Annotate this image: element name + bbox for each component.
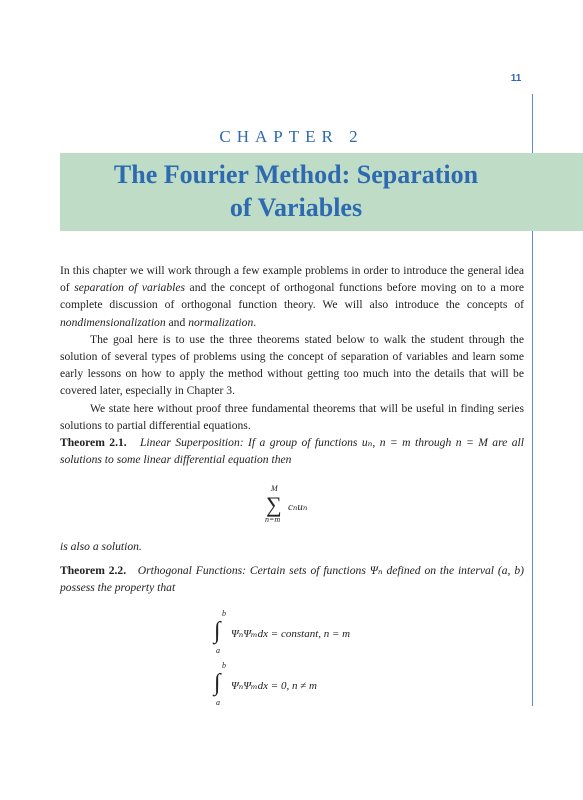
body-text — [60, 262, 524, 434]
theorem-label: Theorem 2.2. — [60, 564, 127, 577]
chapter-title-line1: The Fourier Method: Separation — [113, 160, 479, 189]
theorem-body: Linear Superposition: If a group of functions uₙ, n = m through n = M are all solutions to some linear differential equation then — [60, 436, 524, 467]
integral-symbol: ∫ — [214, 618, 221, 644]
goal-paragraph: The goal here is to use the three theorems stated below to walk the student through the solution of several types of problems using the concept of separation of variables and learn some early lessons on how to apply the method without getting too much into the details that will be covered later, especially in Chapter 3. — [60, 332, 524, 398]
sum-term: cₙuₙ — [288, 501, 308, 513]
chapter-title-line2: of Variables — [229, 193, 363, 222]
chapter-label: CHAPTER 2 — [219, 127, 364, 146]
integral-expression: ΨₙΨₘdx = 0, n ≠ m — [231, 680, 317, 692]
sum-upper-limit: M — [271, 484, 278, 493]
theorem-2-2 — [60, 562, 524, 596]
intro-paragraph — [60, 262, 524, 331]
emphasis: separation of variables — [74, 281, 186, 295]
chapter-title — [60, 158, 532, 224]
theorem-body: Orthogonal Functions: Certain sets of functions Ψₙ defined on the interval (a, b) possess the property that — [60, 564, 524, 595]
text-run: and the concept of orthogonal functions before moving on to a more complete discussion of orthogonal function theory. We will also introduce the concepts of — [60, 281, 525, 312]
emphasis: nondimensionalization — [60, 315, 166, 329]
text-run: . — [253, 315, 257, 329]
theorem-2-1-conclusion — [60, 538, 524, 555]
theorems-intro-paragraph: We state here without proof three fundamental theorems that will be useful in finding series solutions to partial differential equations. — [60, 401, 524, 432]
integral-lower-limit: a — [216, 646, 220, 655]
integral-lower-limit: a — [216, 698, 220, 707]
theorem-label: Theorem 2.1. — [60, 436, 127, 449]
sigma-symbol: ∑ — [266, 492, 282, 517]
theorem-2-1 — [60, 434, 524, 468]
emphasis: normalization — [188, 315, 254, 329]
theorem-conclusion: is also a solution. — [60, 540, 142, 553]
text-run: and — [165, 315, 189, 329]
text-run: In this chapter we will work through a few example problems in order to introduce the general idea of — [60, 264, 524, 295]
integral-symbol: ∫ — [214, 670, 221, 696]
integral-upper-limit: b — [222, 661, 226, 670]
sum-lower-limit: n=m — [265, 515, 281, 524]
integral-expression: ΨₙΨₘdx = constant, n = m — [231, 628, 351, 640]
integral-upper-limit: b — [222, 609, 226, 618]
page-number: 11 — [510, 73, 522, 84]
